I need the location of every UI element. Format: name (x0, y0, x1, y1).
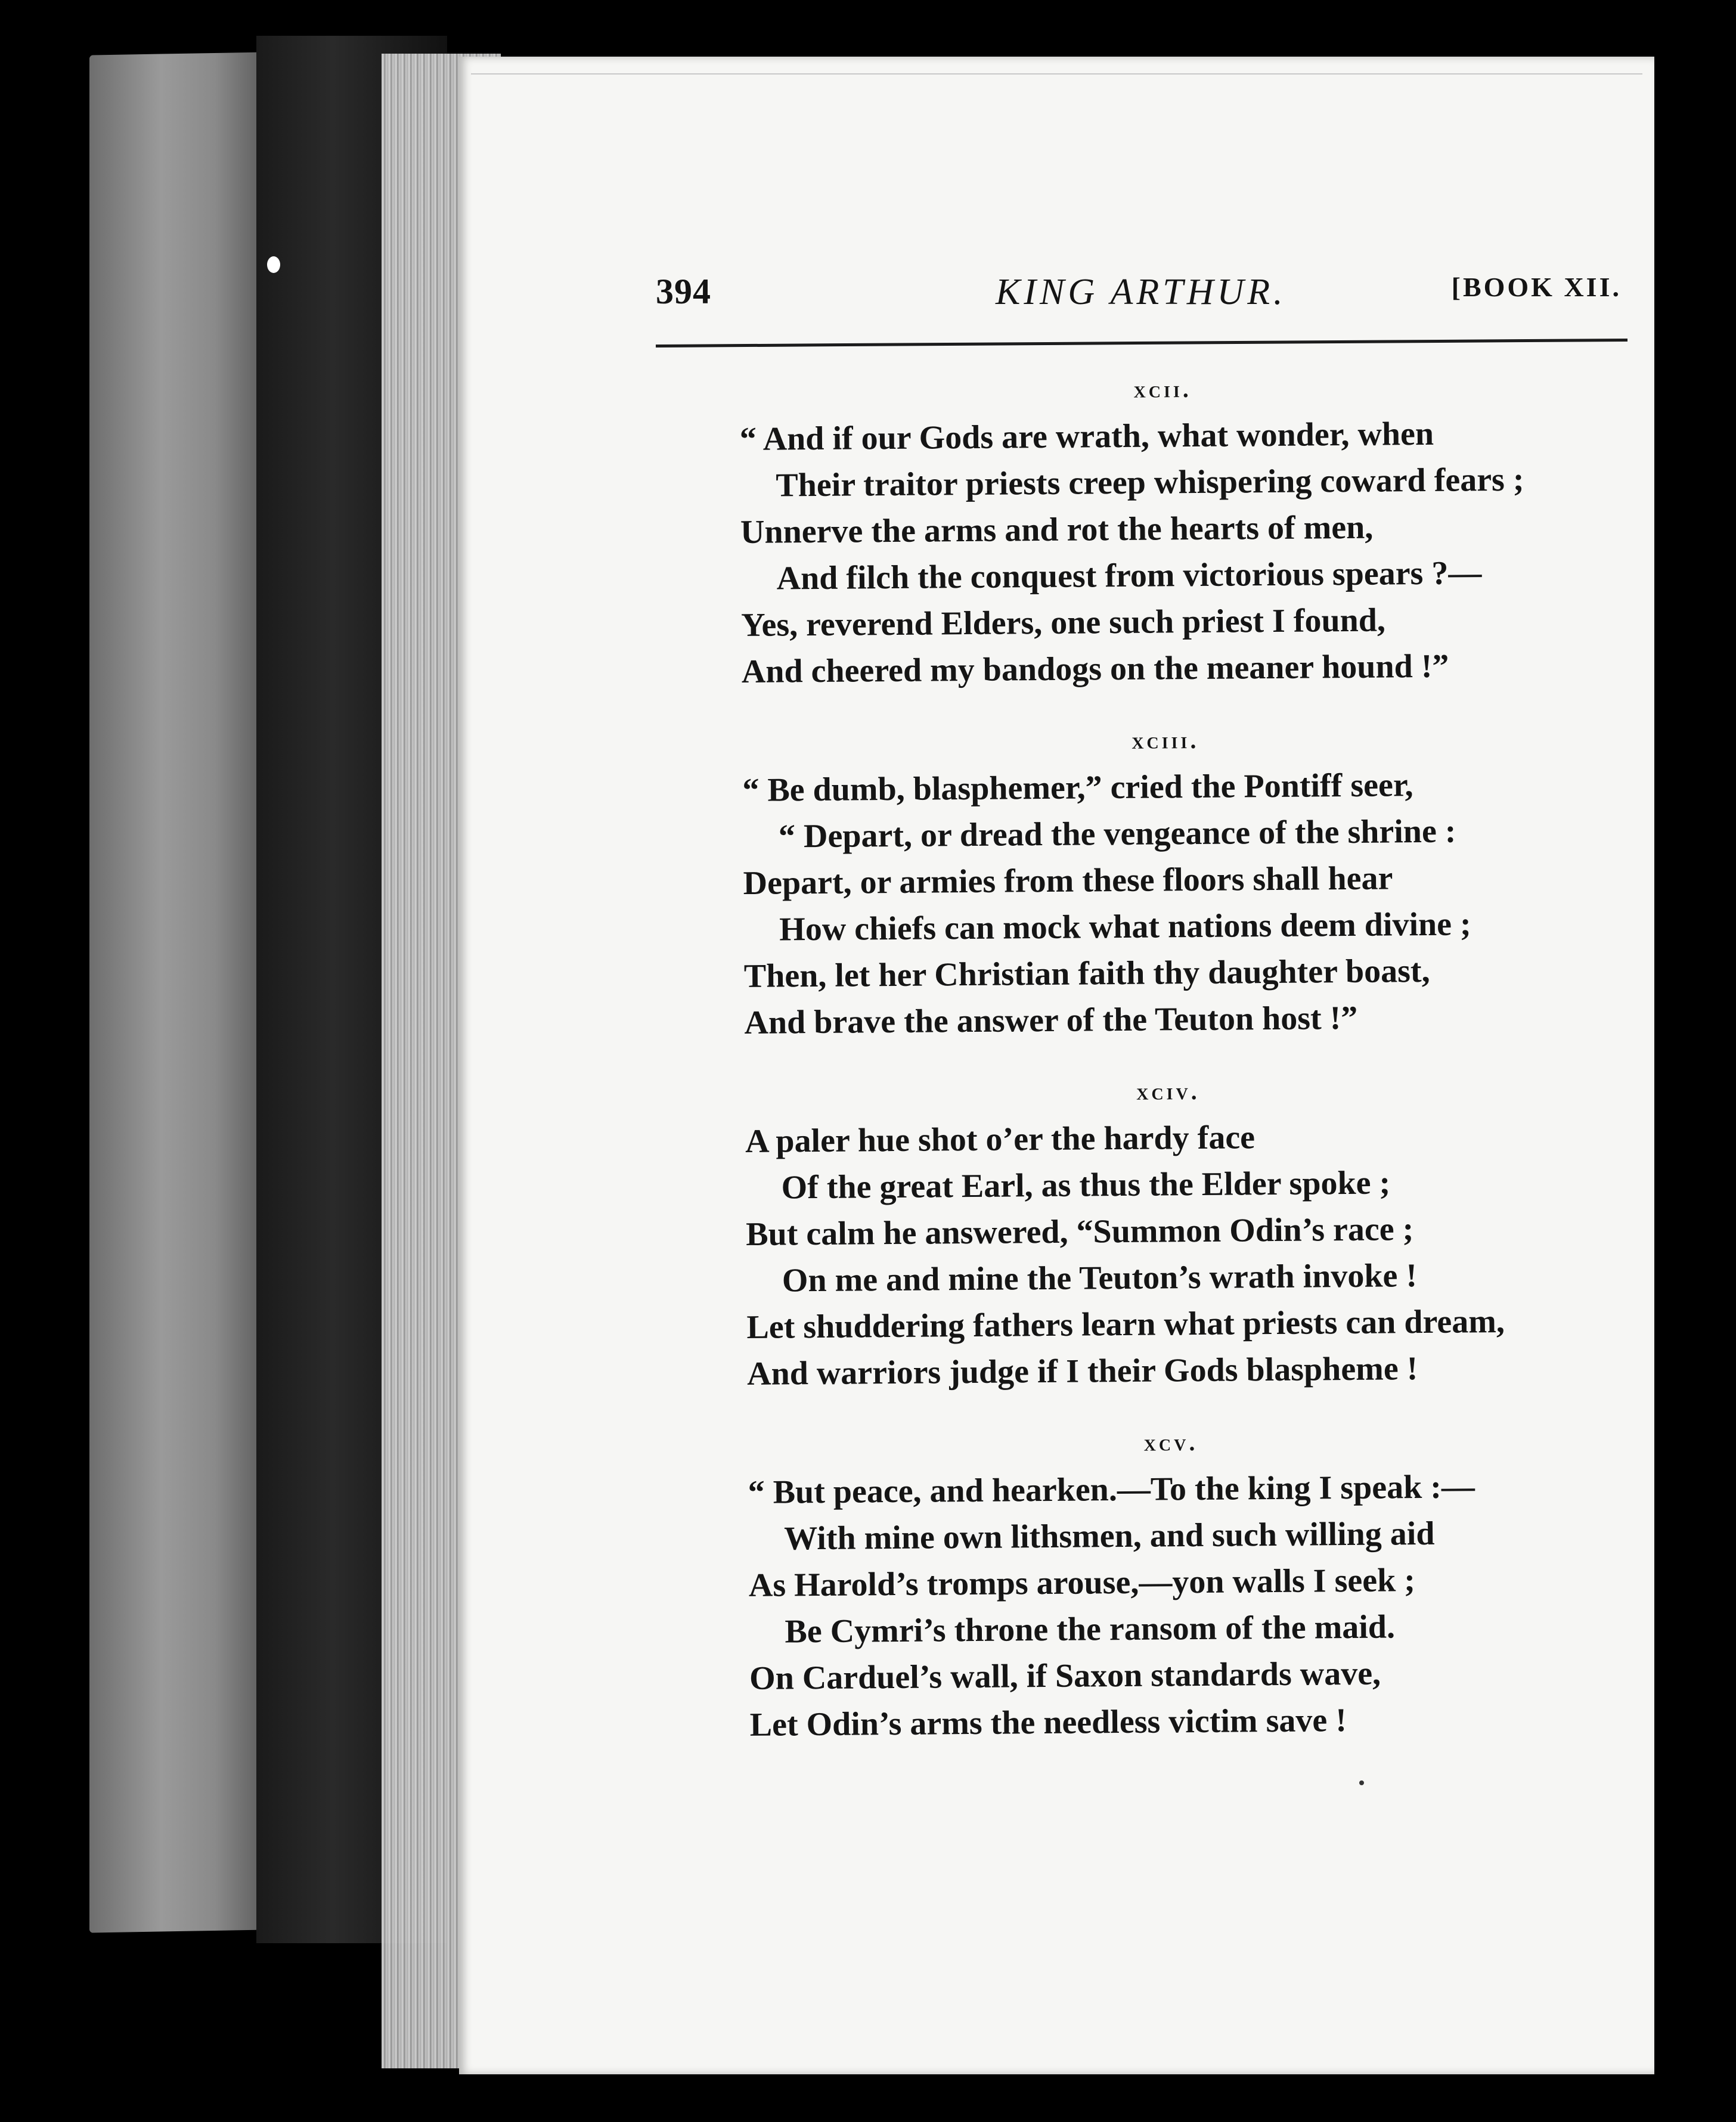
verse-line: On Carduel’s wall, if Saxon standards wave, (749, 1655, 1381, 1697)
verse-line: “ And if our Gods are wrath, what wonder, when (739, 415, 1434, 458)
verse-line: But calm he answered, “Summon Odin’s race ; (746, 1211, 1414, 1253)
verse-line: A paler hue shot o’er the hardy face (745, 1119, 1256, 1160)
verse-line: Let shuddering fathers learn what priests can dream, (746, 1302, 1505, 1346)
verse-line: On me and mine the Teuton’s wrath invoke ! (782, 1257, 1418, 1299)
page-top-edge (471, 73, 1642, 75)
stanza-numeral: xcv. (1143, 1429, 1198, 1456)
running-head (656, 271, 1628, 343)
verse-line: “ But peace, and hearken.—To the king I speak :— (748, 1468, 1475, 1511)
stanza-xciii (742, 723, 1591, 1046)
verse-line: “ Be dumb, blasphemer,” cried the Pontiff seer, (742, 767, 1413, 809)
verse-line: Be Cymri’s throne the ransom of the maid. (785, 1608, 1396, 1651)
stanza-xcii (739, 372, 1588, 695)
page-number: 394 (656, 272, 711, 311)
verse-line: Yes, reverend Elders, one such priest I found, (741, 601, 1386, 644)
verse-line: And brave the answer of the Teuton host !” (744, 999, 1358, 1041)
book-page (459, 57, 1654, 2074)
verse-line: Unnerve the arms and rot the hearts of men, (740, 508, 1374, 551)
verse-line: And cheered my bandogs on the meaner hound !” (741, 647, 1449, 690)
verse-line: Then, let her Christian faith thy daughter boast, (743, 952, 1430, 995)
verse-line: “ Depart, or dread the vengeance of the shrine : (778, 812, 1456, 855)
verse-line: And warriors judge if I their Gods blaspheme ! (746, 1350, 1418, 1392)
stanza-numeral: xcii. (1133, 376, 1192, 403)
verse-line: As Harold’s tromps arouse,—yon walls I seek ; (748, 1562, 1416, 1604)
poem-body (739, 372, 1596, 1783)
ink-speck (1359, 1780, 1364, 1785)
verse-line: With mine own lithsmen, and such willing aid (784, 1515, 1435, 1558)
page-title: KING ARTHUR. (996, 272, 1286, 312)
stanza-numeral: xciii. (1132, 726, 1199, 754)
book-label: [BOOK XII. (1451, 272, 1622, 302)
cover-mark (267, 256, 280, 273)
book-cover-edge (89, 52, 268, 1932)
verse-line: How chiefs can mock what nations deem divine ; (779, 905, 1471, 948)
stanza-xcv (748, 1425, 1596, 1748)
stanza-numeral: xciv. (1136, 1077, 1200, 1105)
verse-line: Their traitor priests creep whispering coward fears ; (776, 461, 1524, 504)
verse-line: Let Odin’s arms the needless victim save ! (749, 1702, 1347, 1743)
verse-line: And filch the conquest from victorious spears ?— (776, 554, 1482, 597)
verse-line: Depart, or armies from these floors shall hear (743, 860, 1393, 902)
verse-line: Of the great Earl, as thus the Elder spoke ; (781, 1164, 1391, 1206)
stanza-xciv (745, 1074, 1594, 1397)
